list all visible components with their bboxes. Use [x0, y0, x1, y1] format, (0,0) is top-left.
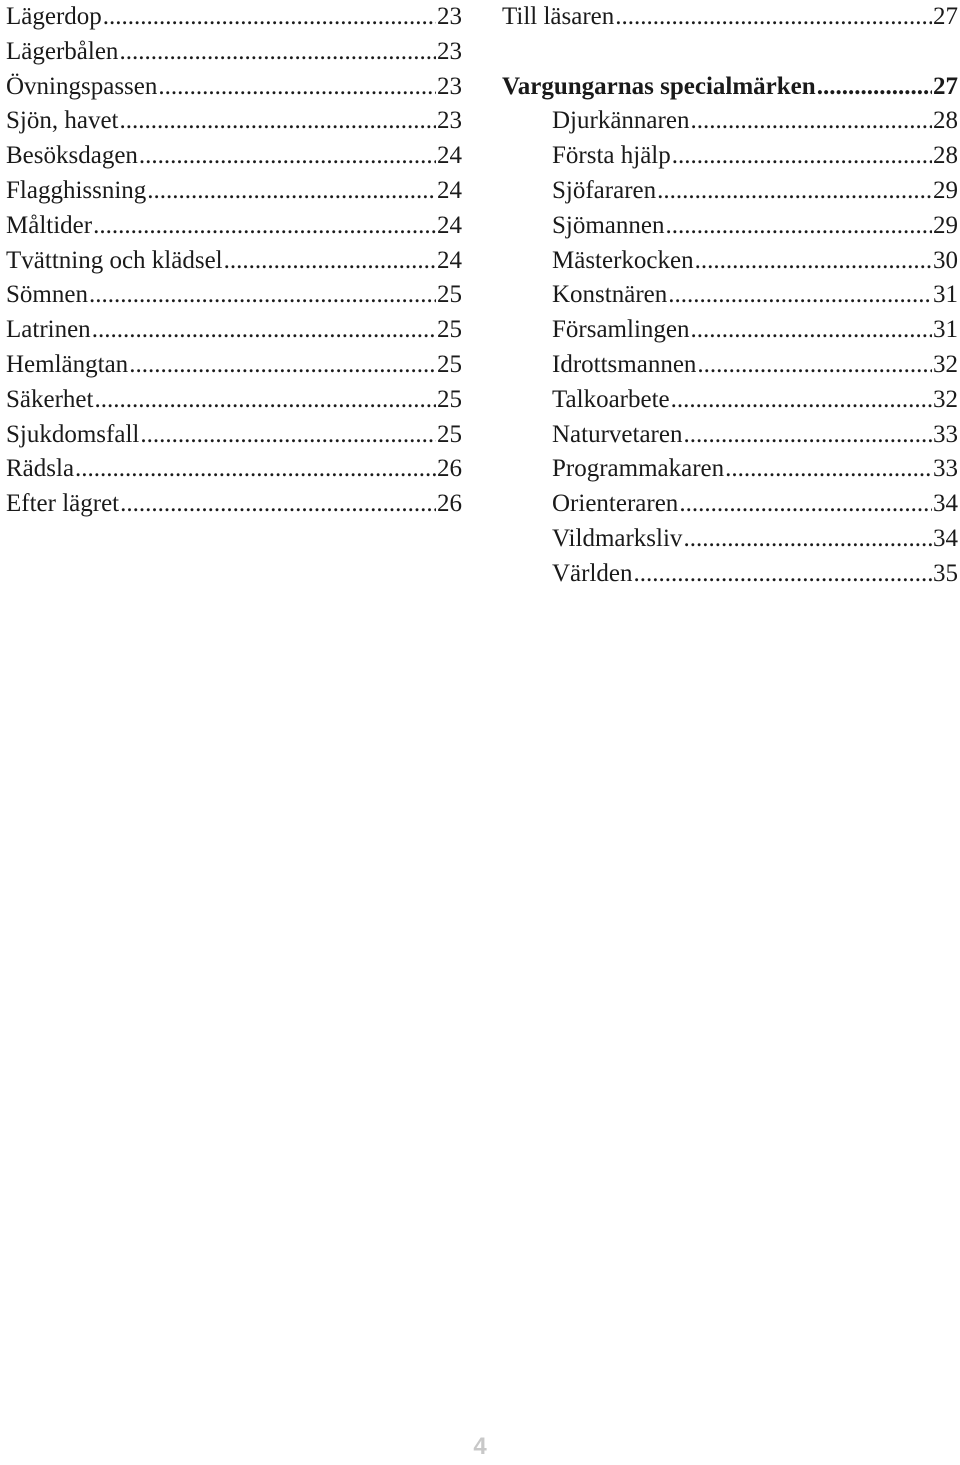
toc-entry-label: Djurkännaren [552, 107, 690, 135]
dot-leader [140, 418, 436, 453]
toc-entry-label: Första hjälp [552, 142, 671, 170]
toc-entry-label: Latrinen [6, 316, 91, 344]
page-number: 4 [473, 1433, 487, 1460]
toc-spacer [502, 35, 958, 70]
toc-entry-label: Församlingen [552, 316, 690, 344]
toc-entry-label: Besöksdagen [6, 142, 138, 170]
toc-entry-label: Övningspassen [6, 72, 158, 100]
toc-entry-label: Mästerkocken [552, 246, 694, 274]
dot-leader [683, 522, 932, 557]
toc-entry-label: Efter lägret [6, 490, 120, 518]
dot-leader [103, 0, 436, 35]
toc-entry[interactable] [6, 418, 462, 453]
toc-entry[interactable] [6, 278, 462, 313]
toc-entry-label: Idrottsmannen [552, 350, 697, 378]
toc-entry[interactable] [6, 487, 462, 522]
toc-entry-page: 23 [437, 72, 462, 100]
dot-leader [817, 70, 932, 105]
dot-leader [120, 104, 437, 139]
toc-entry[interactable] [6, 244, 462, 279]
toc-entry-label: Till läsaren [502, 3, 615, 30]
dot-leader [139, 139, 436, 174]
toc-entry[interactable] [6, 209, 462, 244]
toc-entry-page: 25 [437, 420, 462, 448]
toc-entry-label: Konstnären [552, 281, 668, 309]
toc-subentry[interactable] [502, 139, 958, 174]
toc-entry-page: 25 [437, 316, 462, 344]
toc-entry-page: 24 [437, 211, 462, 239]
toc-entry-label: Talkoarbete [552, 385, 670, 413]
toc-entry-label: Sjukdomsfall [6, 420, 140, 448]
toc-entry-page: 25 [437, 385, 462, 413]
dot-leader [634, 557, 932, 592]
toc-entry-page: 32 [933, 350, 958, 378]
dot-leader [668, 278, 932, 313]
toc-entry[interactable] [6, 0, 462, 35]
dot-leader [158, 70, 436, 105]
dot-leader [666, 209, 933, 244]
dot-leader [695, 244, 932, 279]
dot-leader [691, 313, 933, 348]
dot-leader [94, 383, 436, 418]
toc-right-column [502, 0, 958, 592]
toc-subentry[interactable] [502, 383, 958, 418]
dot-leader [75, 452, 436, 487]
dot-leader [679, 487, 932, 522]
toc-entry-page: 25 [437, 281, 462, 309]
dot-leader [92, 313, 436, 348]
dot-leader [657, 174, 932, 209]
dot-leader [690, 104, 932, 139]
toc-entry-page: 32 [933, 385, 958, 413]
toc-entry-label: Sjön, havet [6, 107, 119, 135]
toc-entry[interactable] [6, 139, 462, 174]
dot-leader [147, 174, 436, 209]
toc-entry-label: Lägerdop [6, 3, 102, 30]
toc-entry[interactable] [6, 35, 462, 70]
toc-entry-page: 29 [933, 211, 958, 239]
toc-entry-label: Lägerbålen [6, 37, 119, 65]
toc-entry-page: 25 [437, 350, 462, 378]
toc-entry-label: Programmakaren [552, 455, 725, 483]
toc-entry-page: 34 [933, 524, 958, 552]
toc-entry-page: 24 [437, 246, 462, 274]
toc-left-column [6, 0, 462, 522]
toc-entry-page: 31 [933, 316, 958, 344]
dot-leader [224, 244, 436, 279]
toc-subentry[interactable] [502, 557, 958, 592]
dot-leader [93, 209, 436, 244]
dot-leader [725, 452, 932, 487]
toc-entry-label: Hemlängtan [6, 350, 129, 378]
toc-entry-page: 23 [437, 37, 462, 65]
toc-entry[interactable] [6, 70, 462, 105]
dot-leader [89, 278, 436, 313]
toc-entry-page: 26 [437, 490, 462, 518]
toc-entry-label: Sömnen [6, 281, 88, 309]
toc-subentry[interactable] [502, 452, 958, 487]
toc-entry[interactable] [6, 383, 462, 418]
toc-entry-label: Flagghissning [6, 176, 147, 204]
toc-entry[interactable] [6, 313, 462, 348]
toc-section-label: Vargungarnas specialmärken [502, 72, 816, 100]
toc-entry-label: Vildmarksliv [552, 524, 683, 552]
toc-entry-page: 29 [933, 176, 958, 204]
toc-entry[interactable] [6, 452, 462, 487]
toc-subentry[interactable] [502, 348, 958, 383]
toc-subentry[interactable] [502, 174, 958, 209]
toc-entry-page: 33 [933, 420, 958, 448]
toc-entry-page: 23 [437, 107, 462, 135]
toc-entry-till-lasaren[interactable] [502, 0, 958, 35]
toc-entry-page: 24 [437, 176, 462, 204]
toc-entry[interactable] [6, 348, 462, 383]
toc-entry-page: 24 [437, 142, 462, 170]
toc-entry-label: Naturvetaren [552, 420, 683, 448]
toc-entry-page: 27 [933, 3, 958, 30]
dot-leader [672, 139, 932, 174]
toc-subentry[interactable] [502, 104, 958, 139]
dot-leader [615, 0, 932, 35]
toc-subentry[interactable] [502, 418, 958, 453]
toc-subentry[interactable] [502, 487, 958, 522]
toc-subentry[interactable] [502, 522, 958, 557]
toc-entry-label: Sjömannen [552, 211, 665, 239]
dot-leader [119, 35, 436, 70]
toc-entry-label: Sjöfararen [552, 176, 657, 204]
toc-entry-label: Måltider [6, 211, 93, 239]
toc-entry-page: 34 [933, 490, 958, 518]
toc-subentry[interactable] [502, 313, 958, 348]
dot-leader [683, 418, 932, 453]
toc-entry-page: 23 [437, 3, 462, 30]
dot-leader [697, 348, 932, 383]
toc-entry-label: Världen [552, 559, 633, 587]
dot-leader [671, 383, 932, 418]
toc-section-heading[interactable] [502, 70, 958, 105]
toc-entry-page: 31 [933, 281, 958, 309]
toc-subentry[interactable] [502, 209, 958, 244]
toc-entry-label: Rädsla [6, 455, 75, 483]
toc-entry[interactable] [6, 104, 462, 139]
toc-subentry[interactable] [502, 278, 958, 313]
toc-entry-page: 26 [437, 455, 462, 483]
toc-entry-label: Säkerhet [6, 385, 94, 413]
toc-entry-page: 30 [933, 246, 958, 274]
toc-entry-page: 33 [933, 455, 958, 483]
toc-entry-page: 28 [933, 107, 958, 135]
toc-entry-page: 35 [933, 559, 958, 587]
toc-entry-label: Tvättning och klädsel [6, 246, 223, 274]
dot-leader [129, 348, 436, 383]
toc-section-page: 27 [933, 72, 958, 100]
toc-entry-label: Orienteraren [552, 490, 679, 518]
dot-leader [120, 487, 436, 522]
toc-entry[interactable] [6, 174, 462, 209]
toc-entry-page: 28 [933, 142, 958, 170]
toc-subentry[interactable] [502, 244, 958, 279]
